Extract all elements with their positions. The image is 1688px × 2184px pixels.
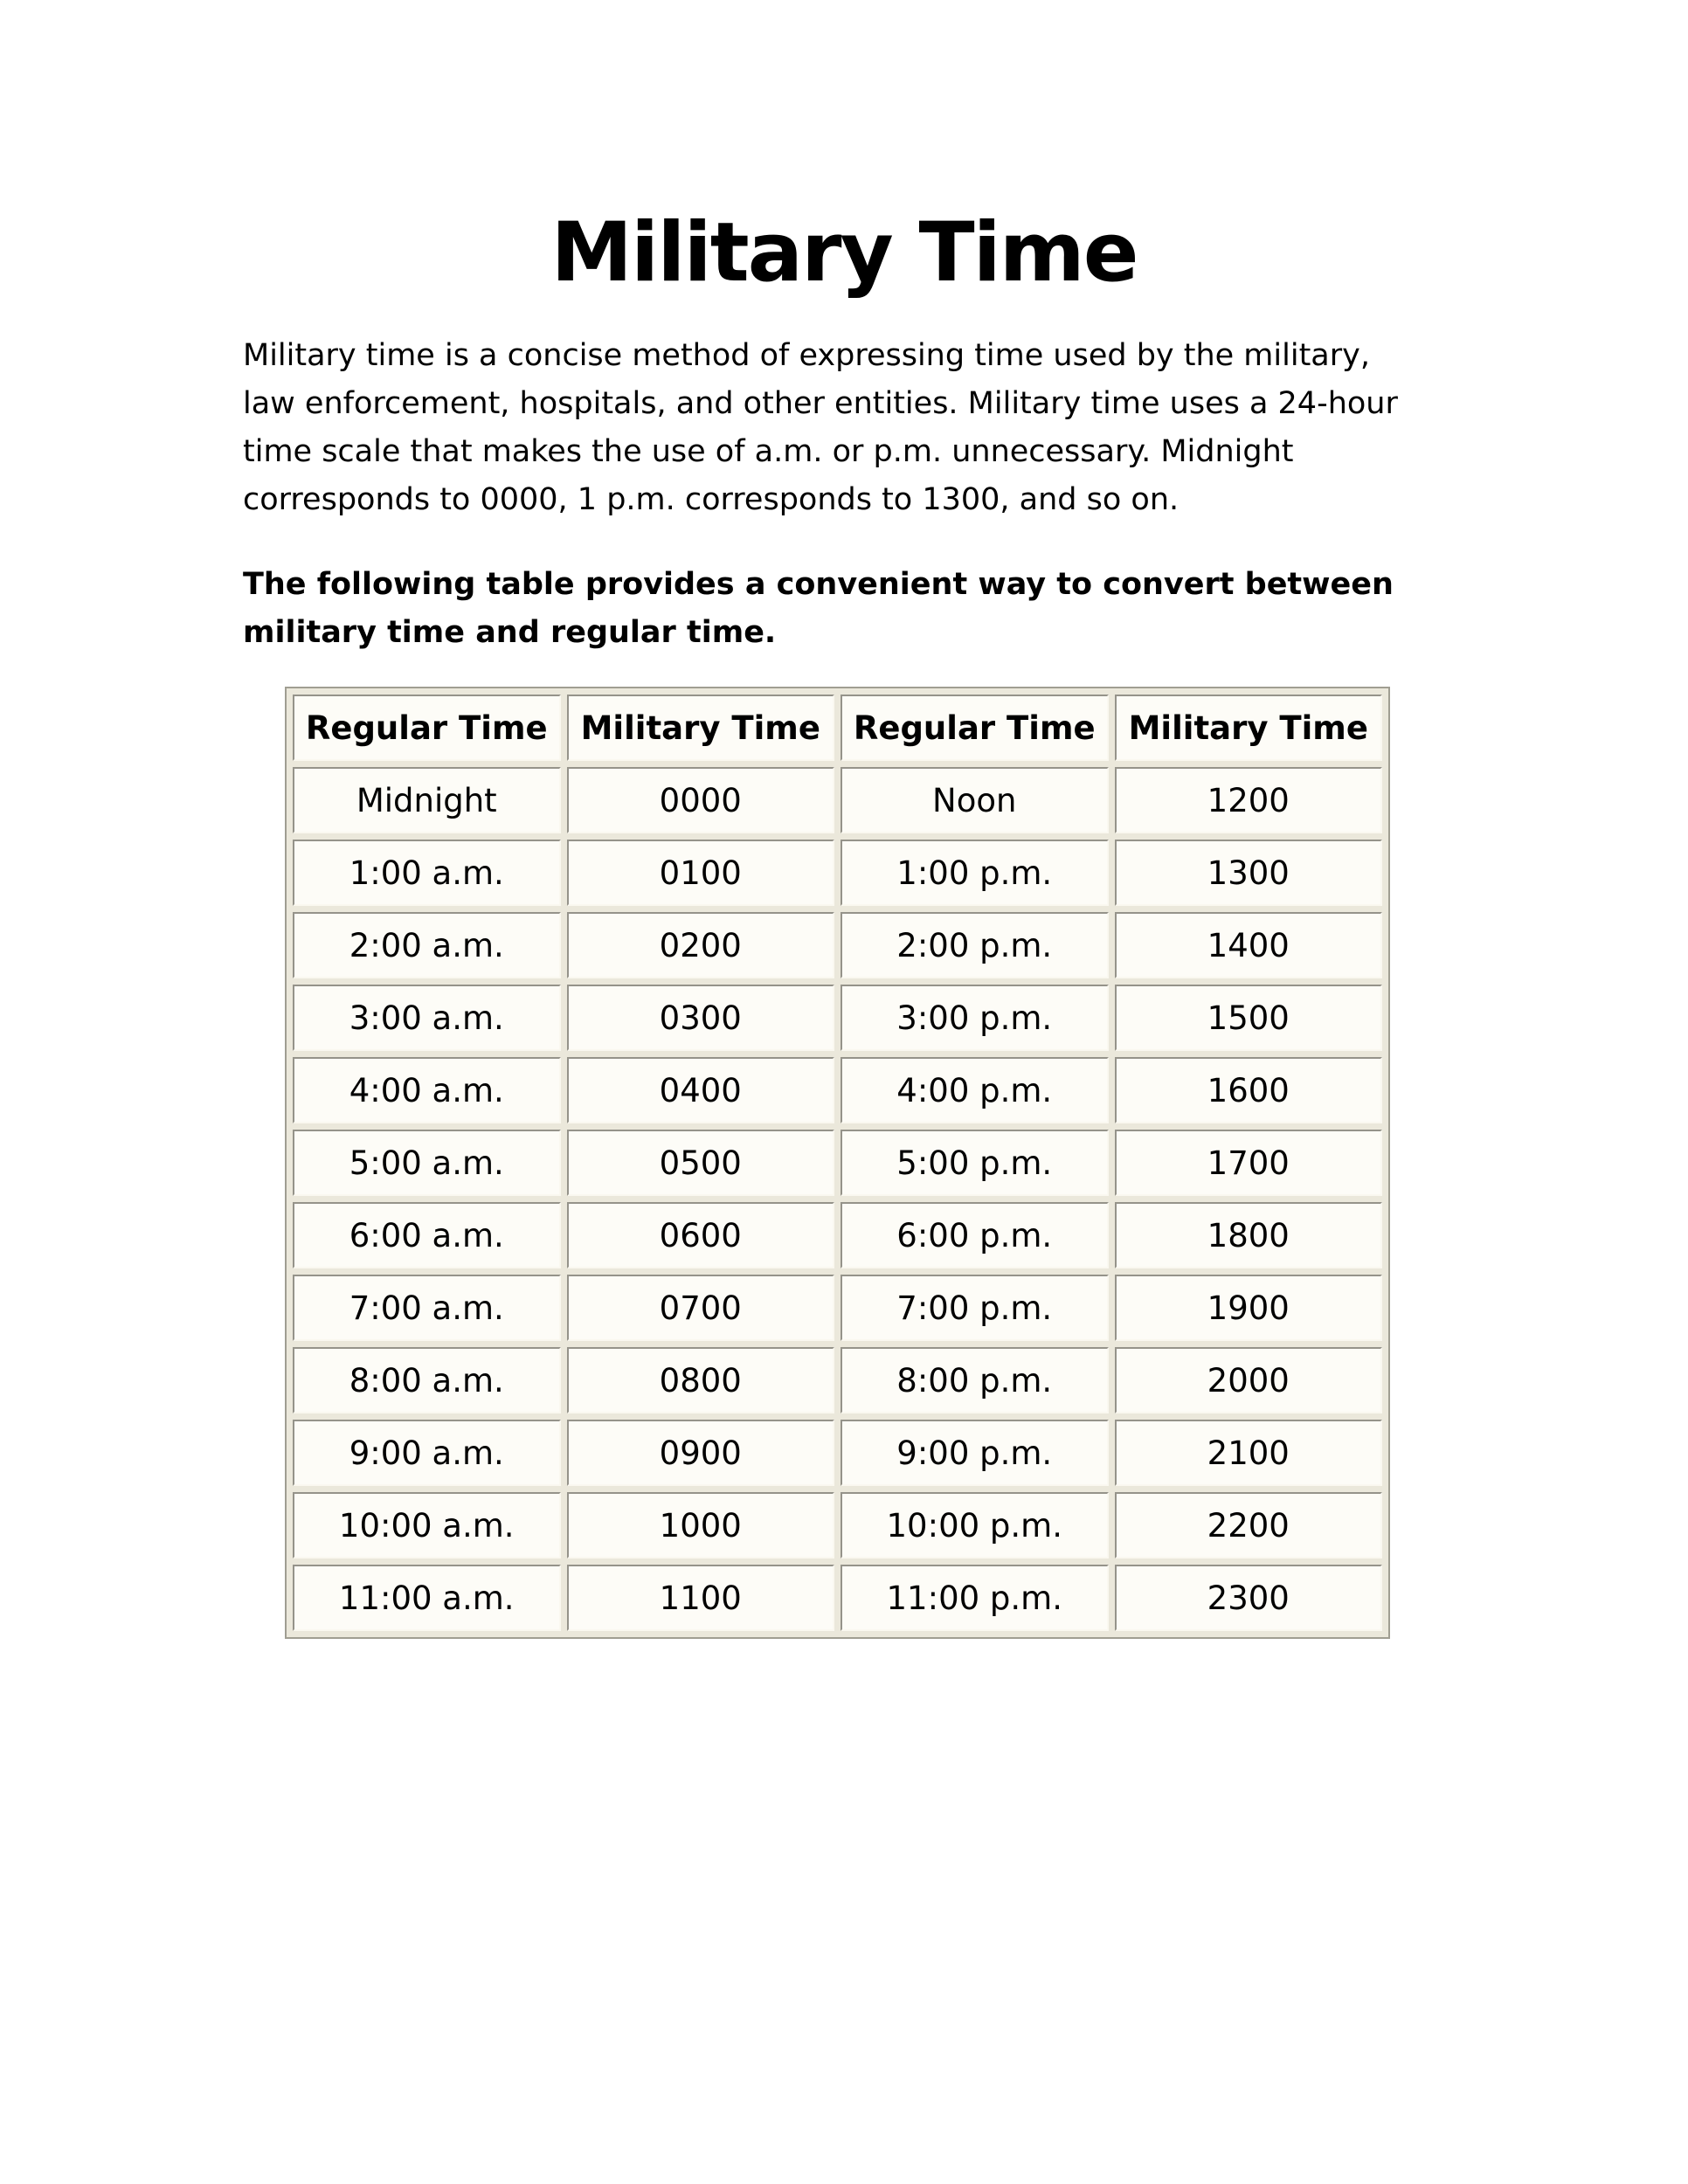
table-cell: 2:00 a.m. (293, 912, 561, 978)
table-note-line: military time and regular time. (243, 615, 777, 650)
table-row (293, 1057, 1382, 1123)
table-note-paragraph (243, 561, 1445, 657)
table-header-cell: Regular Time (293, 695, 561, 761)
table-header-cell: Military Time (1115, 695, 1383, 761)
table-cell: 7:00 p.m. (841, 1275, 1109, 1341)
table-cell: 0100 (567, 840, 835, 906)
table-cell: 1000 (567, 1492, 835, 1559)
intro-paragraph-line: corresponds to 0000, 1 p.m. corresponds to 1300, and so on. (243, 482, 1180, 517)
table-row (293, 1275, 1382, 1341)
table-cell: 2300 (1115, 1565, 1383, 1631)
table-cell: 0000 (567, 767, 835, 833)
table-cell: 4:00 p.m. (841, 1057, 1109, 1123)
table-row (293, 1565, 1382, 1631)
table-row (293, 1420, 1382, 1486)
table-cell: 0900 (567, 1420, 835, 1486)
table-row (293, 985, 1382, 1051)
table-cell: 6:00 p.m. (841, 1202, 1109, 1268)
table-cell: Noon (841, 767, 1109, 833)
table-cell: 11:00 p.m. (841, 1565, 1109, 1631)
table-row (293, 1130, 1382, 1196)
table-cell: 1500 (1115, 985, 1383, 1051)
table-cell: 1200 (1115, 767, 1383, 833)
table-row (293, 1347, 1382, 1413)
table-note-line: The following table provides a convenient way to convert between (243, 567, 1394, 602)
table-cell: 1300 (1115, 840, 1383, 906)
intro-paragraph-line: time scale that makes the use of a.m. or p.m. unnecessary. Midnight (243, 434, 1294, 469)
table-cell: 8:00 p.m. (841, 1347, 1109, 1413)
table-cell: 11:00 a.m. (293, 1565, 561, 1631)
table-header-row (293, 695, 1382, 761)
table-cell: 9:00 a.m. (293, 1420, 561, 1486)
table-cell: 0700 (567, 1275, 835, 1341)
page-title: Military Time (550, 205, 1138, 301)
table-cell: 3:00 a.m. (293, 985, 561, 1051)
table-cell: 0200 (567, 912, 835, 978)
table-cell: 4:00 a.m. (293, 1057, 561, 1123)
table-cell: 1400 (1115, 912, 1383, 978)
table-row (293, 1492, 1382, 1559)
table-row (293, 840, 1382, 906)
table-cell: 10:00 a.m. (293, 1492, 561, 1559)
table-cell: 1800 (1115, 1202, 1383, 1268)
table-row (293, 1202, 1382, 1268)
table-cell: 0800 (567, 1347, 835, 1413)
table-cell: 0300 (567, 985, 835, 1051)
table-header-cell: Regular Time (841, 695, 1109, 761)
table-cell: 6:00 a.m. (293, 1202, 561, 1268)
intro-paragraph (243, 332, 1445, 524)
table-cell: 0600 (567, 1202, 835, 1268)
table-cell: 1900 (1115, 1275, 1383, 1341)
table-cell: Midnight (293, 767, 561, 833)
conversion-table (285, 687, 1390, 1639)
table-cell: 1:00 a.m. (293, 840, 561, 906)
table-cell: 1700 (1115, 1130, 1383, 1196)
table-cell: 7:00 a.m. (293, 1275, 561, 1341)
table-cell: 1100 (567, 1565, 835, 1631)
table-row (293, 912, 1382, 978)
intro-paragraph-line: law enforcement, hospitals, and other entities. Military time uses a 24-hour (243, 386, 1398, 421)
table-header-cell: Military Time (567, 695, 835, 761)
table-cell: 2:00 p.m. (841, 912, 1109, 978)
table-cell: 1600 (1115, 1057, 1383, 1123)
table-cell: 2200 (1115, 1492, 1383, 1559)
table-cell: 0500 (567, 1130, 835, 1196)
table-cell: 2100 (1115, 1420, 1383, 1486)
table-cell: 1:00 p.m. (841, 840, 1109, 906)
table-row (293, 767, 1382, 833)
table-cell: 5:00 p.m. (841, 1130, 1109, 1196)
conversion-table-head (293, 695, 1382, 761)
conversion-table-container (285, 687, 1445, 1639)
conversion-table-body (293, 767, 1382, 1631)
table-cell: 3:00 p.m. (841, 985, 1109, 1051)
table-cell: 8:00 a.m. (293, 1347, 561, 1413)
table-cell: 9:00 p.m. (841, 1420, 1109, 1486)
table-cell: 5:00 a.m. (293, 1130, 561, 1196)
table-cell: 10:00 p.m. (841, 1492, 1109, 1559)
intro-paragraph-line: Military time is a concise method of expressing time used by the military, (243, 338, 1370, 373)
table-cell: 0400 (567, 1057, 835, 1123)
table-cell: 2000 (1115, 1347, 1383, 1413)
